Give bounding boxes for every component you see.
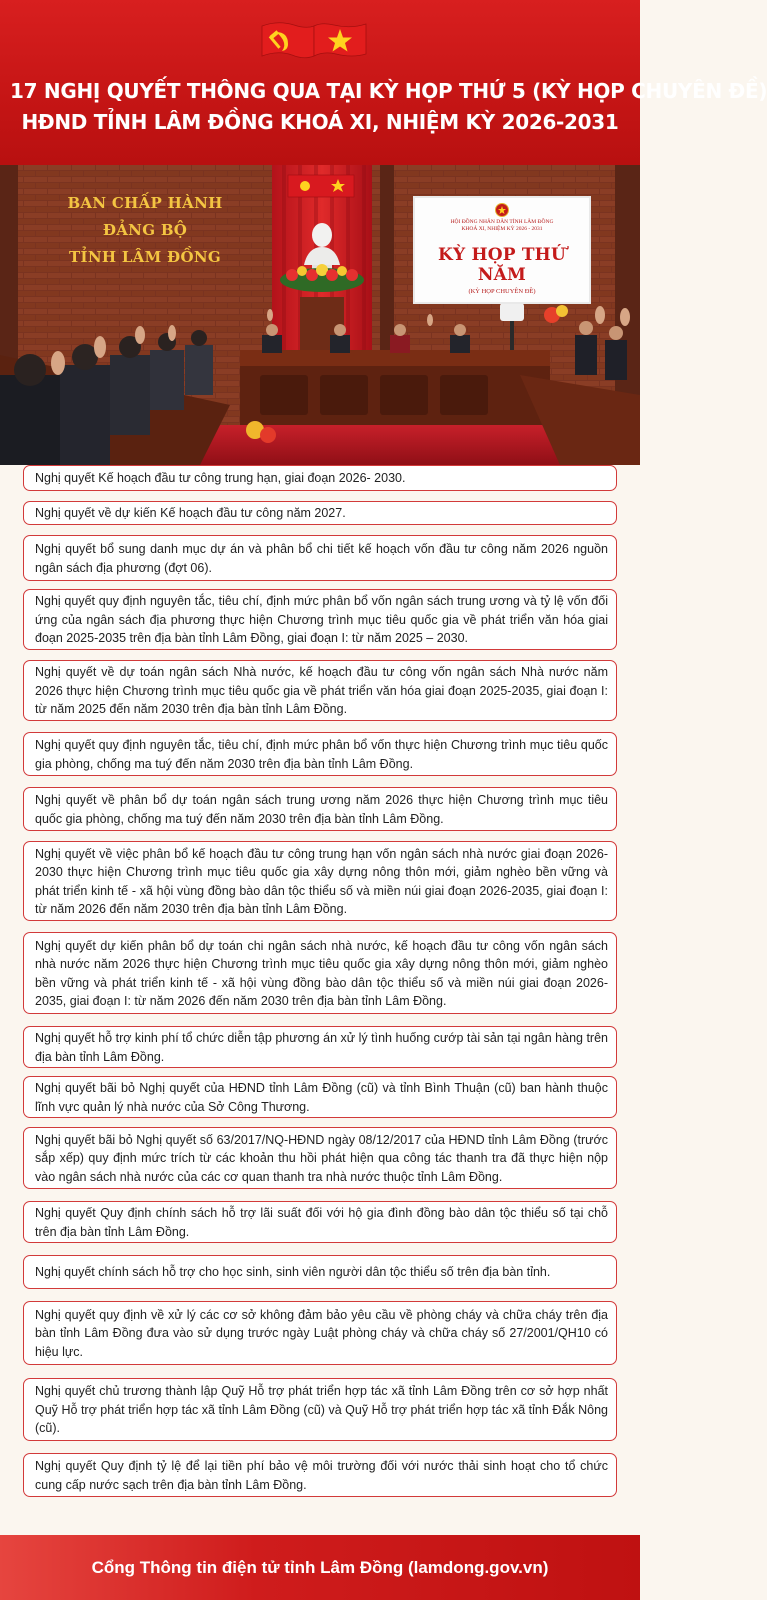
list-item-text: Nghị quyết quy định về xử lý các cơ sở không đảm bảo yêu cầu về phòng cháy và chữa cháy trên địa bàn tỉnh Lâm Đồng đưa vào sử dụng trước ngày Luật phòng cháy và chữa cháy số 27/2001/QH10 có hiệu lực. (35, 1307, 608, 1359)
list-item (23, 589, 617, 650)
list-item-text: Nghị quyết bãi bỏ Nghị quyết số 63/2017/NQ-HĐND ngày 08/12/2017 của HĐND tỉnh Lâm Đồng (trước sắp xếp) quy định mức trích từ các khoản thu hồi phát hiện qua công tác thanh tra đã thực hiện nộp vào ngân sách nhà nước của các cơ quan thanh tra nhà nước thuộc tỉnh Lâm Đồng. (35, 1132, 608, 1184)
wall-text-line-1: BAN CHẤP HÀNH ĐẢNG BỘ (67, 194, 223, 239)
screen-subtitle-1: HỘI ĐỒNG NHÂN DÂN TỈNH LÂM ĐỒNG (450, 219, 554, 225)
title-line-2: HĐND TỈNH LÂM ĐỒNG KHOÁ XI, NHIỆM KỲ 2026-2031 (21, 110, 619, 134)
list-item-text: Nghị quyết quy định nguyên tắc, tiêu chí, định mức phân bổ vốn thực hiện Chương trình mục tiêu quốc gia phòng, chống ma tuý đến năm 2030 trên địa bàn tỉnh Lâm Đồng. (35, 738, 608, 771)
list-item-text: Nghị quyết về việc phân bổ kế hoạch đầu tư công trung hạn vốn ngân sách nhà nước giai đoạn 2026-2030 thực hiện Chương trình mục tiêu quốc gia xây dựng nông thôn mới, giảm nghèo bền vững và phát triển kinh tế - xã hội vùng đồng bào dân tộc thiểu số và miền núi giai đoạn 2026-2035, giai đoạn I: từ năm 2026 đến năm 2030 trên địa bàn tỉnh Lâm Đồng. (35, 846, 608, 916)
list-item (23, 932, 617, 1014)
list-item-text: Nghị quyết chủ trương thành lập Quỹ Hỗ trợ phát triển hợp tác xã tỉnh Lâm Đồng trên cơ sở hợp nhất Quỹ Hỗ trợ phát triển hợp tác xã tỉnh Lâm Đồng (cũ) và Quỹ Hỗ trợ phát triển hợp tác xã tỉnh Đắk Nông (cũ). (35, 1384, 608, 1436)
list-item (23, 535, 617, 581)
list-item (23, 465, 617, 491)
title-line-1: 17 NGHỊ QUYẾT THÔNG QUA TẠI KỲ HỌP THỨ 5 (KỲ HỌP CHUYÊN ĐỀ) (10, 79, 767, 103)
list-item (23, 1378, 617, 1441)
list-item-text: Nghị quyết Quy định chính sách hỗ trợ lãi suất đối với hộ gia đình đồng bào dân tộc thiểu số tại chỗ trên địa bàn tỉnh Lâm Đồng. (35, 1206, 608, 1239)
session-photo (0, 165, 640, 465)
wall-text-line-2: TỈNH LÂM ĐỒNG (69, 248, 221, 266)
header-banner (0, 0, 767, 165)
footer-source: Cổng Thông tin điện tử tỉnh Lâm Đồng (lamdong.gov.vn) (0, 1535, 640, 1600)
list-item (23, 1255, 617, 1289)
resolution-list (0, 465, 640, 1535)
list-item (23, 1201, 617, 1243)
list-item-text: Nghị quyết chính sách hỗ trợ cho học sinh, sinh viên người dân tộc thiểu số trên địa bàn tỉnh. (35, 1265, 551, 1280)
screen-title: KỲ HỌP THỨ NĂM (438, 245, 566, 285)
list-item-text: Nghị quyết dự kiến phân bổ dự toán chi ngân sách nhà nước, kế hoạch đầu tư công vốn ngân sách nhà nước năm 2026 thực hiện Chương trình mục tiêu quốc gia xây dựng nông thôn mới, giảm nghèo bền vững và phát triển kinh tế - xã hội vùng đồng bào dân tộc thiểu số và miền núi giai đoạn 2026-2035, giai đoạn I: từ năm 2026 đến năm 2030 trên địa bàn tỉnh Lâm Đồng. (35, 938, 608, 1008)
list-item-text: Nghị quyết Quy định tỷ lệ để lại tiền phí bảo vệ môi trường đối với nước thải sinh hoạt cho tổ chức cung cấp nước sạch trên địa bàn tỉnh Lâm Đồng. (35, 1459, 608, 1492)
flags-icon (258, 20, 370, 62)
screen-subtitle-2: KHOÁ XI, NHIỆM KỲ 2026 - 2031 (461, 226, 543, 232)
list-item (23, 660, 617, 721)
list-item (23, 1026, 617, 1068)
page-title (10, 76, 767, 138)
list-item-text: Nghị quyết về dự kiến Kế hoạch đầu tư công năm 2027. (35, 506, 346, 521)
list-item-text: Nghị quyết Kế hoạch đầu tư công trung hạn, giai đoạn 2026- 2030. (35, 471, 406, 486)
screen-note: (KỲ HỌP CHUYÊN ĐỀ) (468, 288, 536, 295)
list-item (23, 1076, 617, 1118)
list-item-text: Nghị quyết bổ sung danh mục dự án và phân bổ chi tiết kế hoạch vốn đầu tư công năm 2026 nguồn ngân sách địa phương (đợt 06). (35, 542, 608, 575)
list-item (23, 1301, 617, 1365)
list-item (23, 787, 617, 831)
list-item-text: Nghị quyết bãi bỏ Nghị quyết của HĐND tỉnh Lâm Đồng (cũ) và tỉnh Bình Thuận (cũ) ban hành thuộc lĩnh vực quản lý nhà nước của Sở Công Thương. (35, 1081, 608, 1114)
list-item-text: Nghị quyết về phân bổ dự toán ngân sách trung ương năm 2026 thực hiện Chương trình mục tiêu quốc gia phòng, chống ma tuý đến năm 2030 trên địa bàn tỉnh Lâm Đồng. (35, 793, 608, 826)
national-emblem-icon (495, 203, 509, 217)
list-item-text: Nghị quyết quy định nguyên tắc, tiêu chí, định mức phân bổ vốn ngân sách trung ương và tỷ lệ vốn đối ứng của ngân sách địa phương thực hiện Chương trình mục tiêu quốc gia về phát triển văn hóa giai đoạn 2025-2035 trên địa bàn tỉnh Lâm Đồng, giai đoạn I: từ năm 2025 – 2030. (35, 594, 608, 646)
list-item (23, 1453, 617, 1497)
list-item (23, 1127, 617, 1189)
list-item-text: Nghị quyết hỗ trợ kinh phí tổ chức diễn tập phương án xử lý tình huống cướp tài sản tại ngân hàng trên địa bàn tỉnh Lâm Đồng. (35, 1031, 608, 1064)
session-screen (413, 196, 591, 304)
list-item (23, 841, 617, 921)
list-item (23, 501, 617, 525)
list-item (23, 732, 617, 776)
list-item-text: Nghị quyết về dự toán ngân sách Nhà nước, kế hoạch đầu tư công vốn ngân sách Nhà nước năm 2026 thực hiện Chương trình mục tiêu quốc gia về phát triển văn hóa giai đoạn 2025-2035, giai đoạn I: từ năm 2025 đến năm 2030 trên địa bàn tỉnh Lâm Đồng. (35, 665, 608, 717)
party-committee-sign (40, 190, 250, 271)
